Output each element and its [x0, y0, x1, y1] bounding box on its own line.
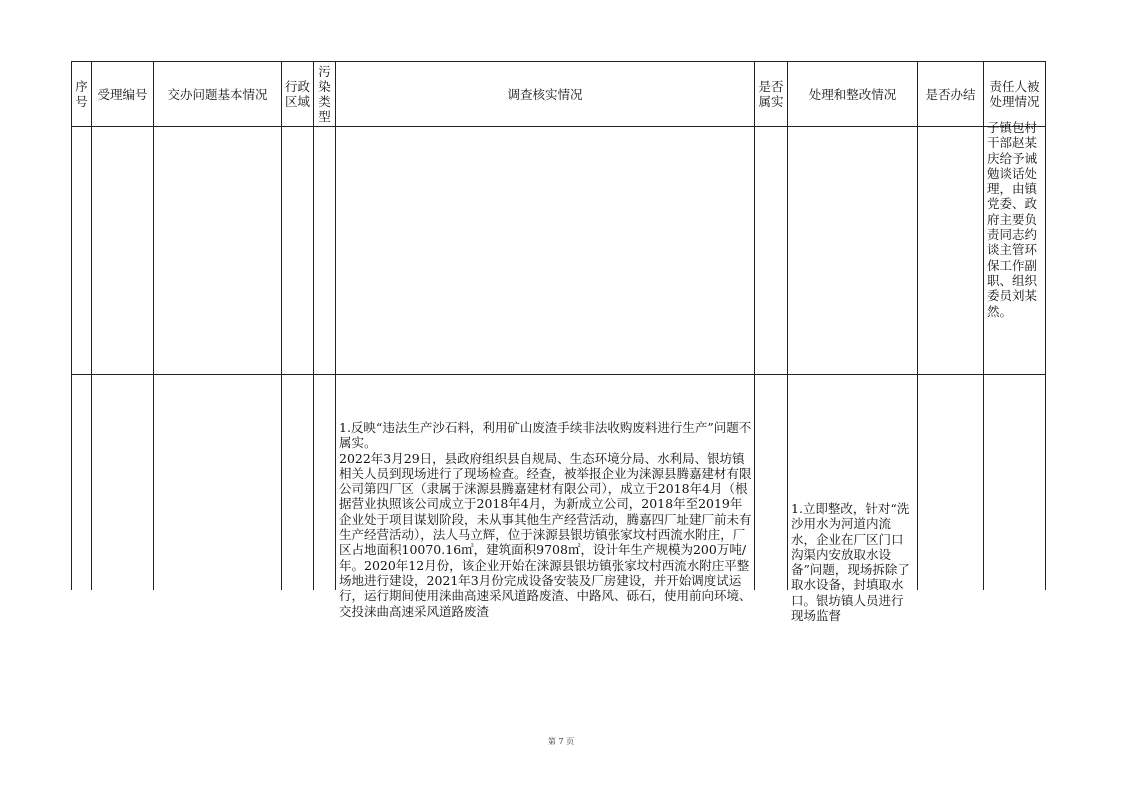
header-accept-no: 受理编号 [92, 62, 154, 127]
cell-responsible [984, 375, 1046, 591]
cell-accept-no [92, 375, 154, 591]
header-region: 行政 区域 [282, 62, 314, 127]
header-seq: 序 号 [72, 62, 92, 127]
table-header-row [72, 62, 1046, 127]
header-responsible: 责任人被 处理情况 [984, 62, 1046, 127]
cell-responsible [984, 120, 1046, 375]
table-row [72, 127, 1046, 375]
cell-closed [918, 127, 984, 375]
table-row [72, 375, 1046, 591]
cell-seq [72, 375, 92, 591]
cell-pollution-type [314, 127, 336, 375]
header-investigation: 调查核实情况 [336, 62, 755, 127]
cell-closed [918, 375, 984, 591]
investigation-text: 1.反映“违法生产沙石料，利用矿山废渣手续非法收购废料进行生产”问题不属实。 2022年3月29日，县政府组织县自规局、生态环境分局、水利局、银坊镇相关人员到现场进行了现场检查。经查，被举报企业为涞源县腾嘉建材有限公司第四厂区（隶属于涞源县腾嘉建材有限公司），成立于2018年4月（根据营业执照该公司成立于2018年4月，为新成立公司，2018年至2019年企业处于项目谋划阶段，未从事其他生产经营活动，腾嘉四厂址建厂前未有生产经营活动），法人马立辉，位于涞源县银坊镇张家坟村西流水附庄，厂区占地面积10070.16㎡，建筑面积9708㎡，设计年生产规模为200万吨/年。2020年12月份，该企业开始在涞源县银坊镇张家坟村西流水附庄平整场地进行建设，2021年3月份完成设备安装及厂房建设，并开始调度试运行，运行期间使用涞曲高速采风道路废渣、中路风、砾石，使用前向环境、交投涞曲高速采风道路废渣 [339, 420, 752, 619]
cell-handling [788, 375, 918, 624]
cell-pollution-type [314, 375, 336, 591]
handling-text: 1.立即整改，针对“洗沙用水为河道内流水，企业在厂区门口沟渠内安放取水设备”问题，现场拆除了取水设备，封填取水口。银坊镇人员进行现场监督 [791, 501, 910, 624]
cell-verified [755, 375, 788, 591]
cell-verified [755, 127, 788, 375]
header-verified: 是否 属实 [755, 62, 788, 127]
cell-investigation [336, 127, 755, 375]
cell-investigation [336, 375, 755, 619]
page-number: 第 7 页 [547, 737, 575, 746]
cell-issue [154, 127, 282, 375]
header-closed: 是否办结 [918, 62, 984, 127]
cell-handling [788, 127, 918, 375]
cell-region [282, 375, 314, 591]
cell-seq [72, 127, 92, 375]
header-handling: 处理和整改情况 [788, 62, 918, 127]
responsible-handling-text: 子镇包村 干部赵某 庆给予诫 勉谈话处 理，由镇 党委、政 府主要负 责同志约 谈主管环 保工作副 职、组织 委员刘某 然。 [987, 120, 1038, 319]
report-table [71, 61, 1046, 624]
cell-issue [154, 375, 282, 591]
cell-accept-no [92, 127, 154, 375]
header-pollution-type: 污 染 类 型 [314, 62, 336, 127]
header-issue: 交办问题基本情况 [154, 62, 282, 127]
cell-region [282, 127, 314, 375]
